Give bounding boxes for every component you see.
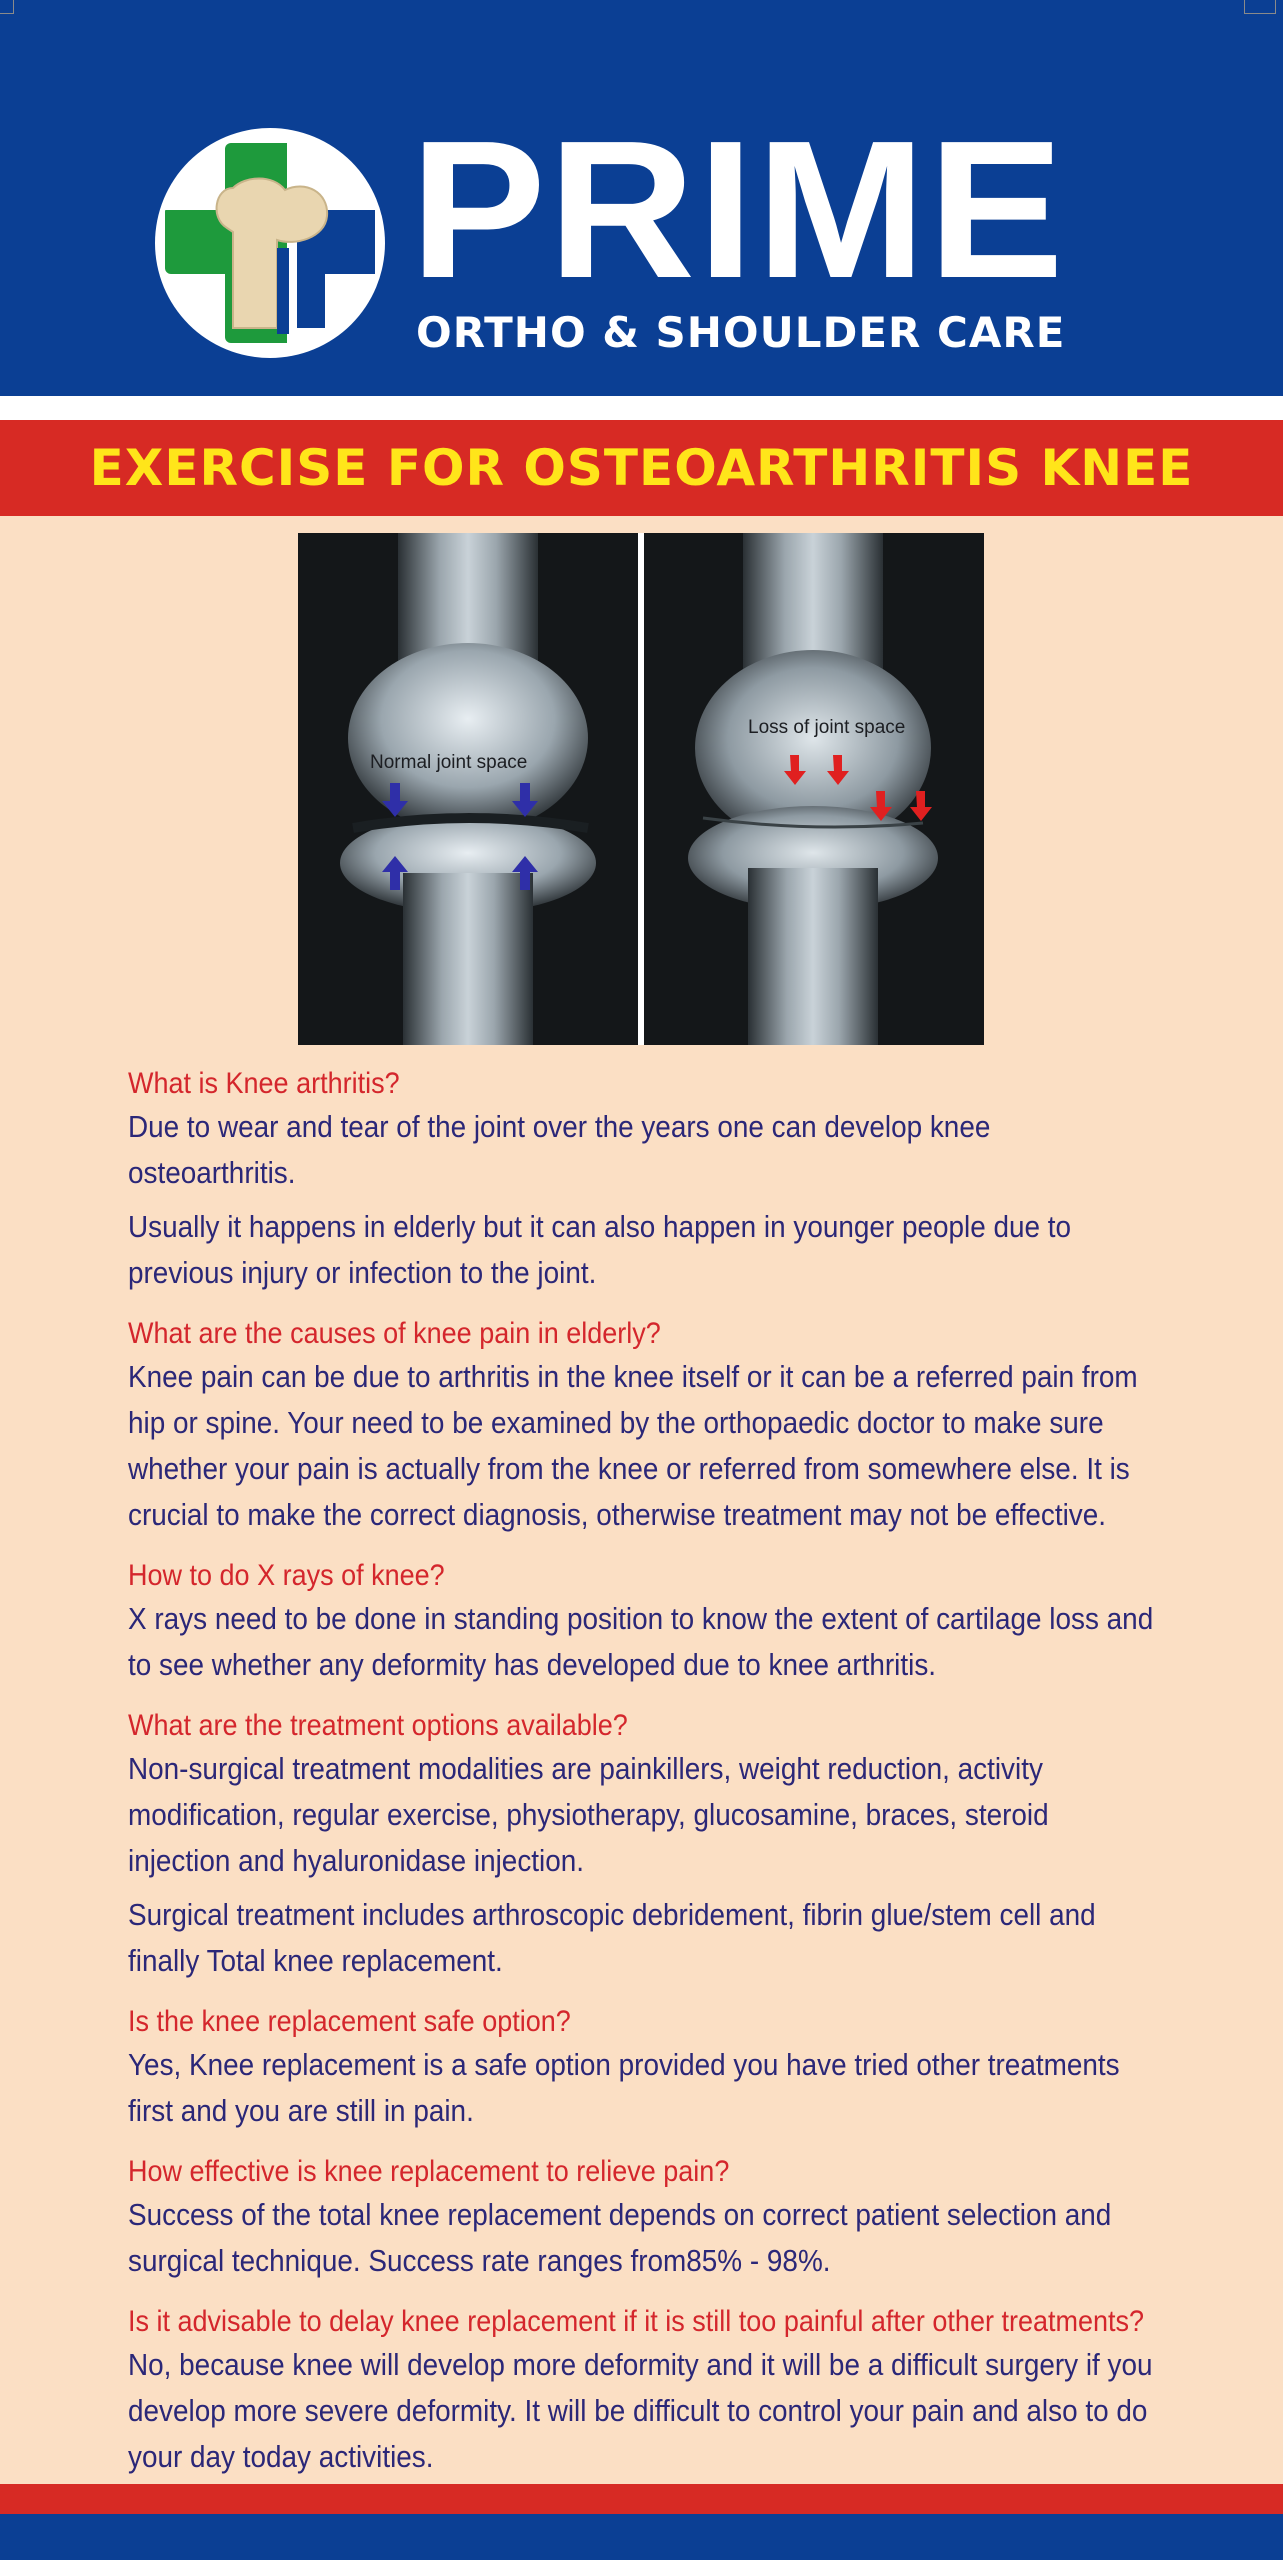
faq-question: What is Knee arthritis? bbox=[128, 1067, 400, 1100]
faq-answer: X rays need to be done in standing position to know the extent of cartilage loss and to see whether any deformity has developed due to knee arthritis. bbox=[128, 1601, 1154, 1682]
faq-item bbox=[128, 1064, 1158, 1296]
page-title: EXERCISE FOR OSTEOARTHRITIS KNEE bbox=[89, 439, 1194, 497]
faq-answer: Non-surgical treatment modalities are painkillers, weight reduction, activity modification, regular exercise, physiotherapy, glucosamine, braces, steroid injection and hyaluronidase injection. bbox=[128, 1751, 1049, 1878]
faq-item bbox=[128, 1314, 1158, 1538]
faq-answer: Surgical treatment includes arthroscopic debridement, fibrin glue/stem cell and finally Total knee replacement. bbox=[128, 1897, 1096, 1978]
faq-question: How to do X rays of knee? bbox=[128, 1559, 445, 1592]
faq-answer: Due to wear and tear of the joint over the years one can develop knee osteoarthritis. bbox=[128, 1109, 991, 1190]
header-divider bbox=[0, 396, 1283, 420]
footer-red-stripe bbox=[0, 2484, 1283, 2514]
faq-item bbox=[128, 2152, 1158, 2284]
crop-mark bbox=[1244, 0, 1276, 14]
faq-answer: Yes, Knee replacement is a safe option provided you have tried other treatments first and you are still in pain. bbox=[128, 2047, 1120, 2128]
header bbox=[0, 0, 1283, 396]
faq-question: What are the treatment options available? bbox=[128, 1709, 628, 1742]
faq-item bbox=[128, 2302, 1158, 2480]
faq-item bbox=[128, 1706, 1158, 1984]
faq-answer: No, because knee will develop more deformity and it will be a difficult surgery if you develop more severe deformity. It will be difficult to control your pain and also to do your day today activities. bbox=[128, 2347, 1153, 2474]
crop-mark bbox=[0, 0, 14, 14]
xray-right-label: Loss of joint space bbox=[748, 717, 906, 738]
faq-answer: Knee pain can be due to arthritis in the knee itself or it can be a referred pain from hip or spine. Your need to be examined by the orthopaedic doctor to make sure whether your pain is actually from the knee or referred from somewhere else. It is crucial to make the correct diagnosis, otherwise treatment may not be effective. bbox=[128, 1359, 1138, 1532]
knee-xray-image bbox=[298, 533, 984, 1045]
faq-answer: Usually it happens in elderly but it can also happen in younger people due to previous injury or infection to the joint. bbox=[128, 1209, 1072, 1290]
faq-article bbox=[128, 1064, 1154, 2498]
faq-question: What are the causes of knee pain in elderly? bbox=[128, 1317, 661, 1350]
faq-item bbox=[128, 1556, 1158, 1688]
faq-question: Is it advisable to delay knee replacement if it is still too painful after other treatments? bbox=[128, 2305, 1145, 2338]
footer-blue-stripe bbox=[0, 2514, 1283, 2560]
faq-question: How effective is knee replacement to relieve pain? bbox=[128, 2155, 730, 2188]
title-banner bbox=[0, 420, 1283, 516]
brand-name: PRIME bbox=[410, 100, 1066, 319]
faq-item bbox=[128, 2002, 1158, 2134]
cross-bone-logo-icon bbox=[155, 128, 385, 358]
faq-question: Is the knee replacement safe option? bbox=[128, 2005, 571, 2038]
faq-answer: Success of the total knee replacement depends on correct patient selection and surgical technique. Success rate ranges from85% - 98%. bbox=[128, 2197, 1112, 2278]
xray-left-label: Normal joint space bbox=[370, 752, 528, 773]
brand-tagline: ORTHO & SHOULDER CARE bbox=[416, 308, 1066, 357]
